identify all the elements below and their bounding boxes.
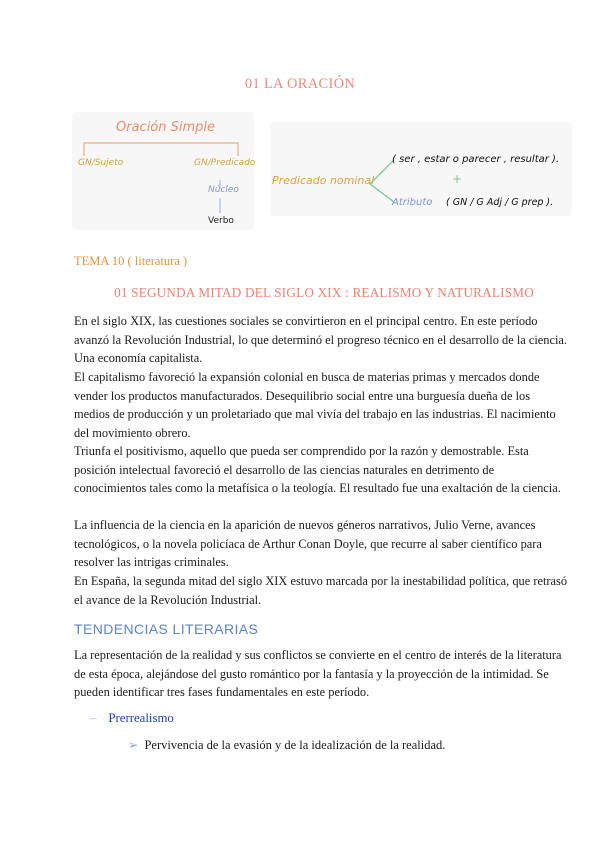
plus-sign: + <box>452 172 463 186</box>
paragraph-4: La influencia de la ciencia en la aparición de nuevos géneros narrativos, Julio Verne, avances tecnológicos, o la novela policíaca de Arthur Conan Doyle, que recurre al saber científico para resolver las intrigas criminales. <box>74 518 542 570</box>
section-title: 01 SEGUNDA MITAD DEL SIGLO XIX : REALISMO Y NATURALISMO <box>114 285 534 300</box>
tema-heading: TEMA 10 ( literatura ) <box>74 254 188 268</box>
diagram-verbo-label: Verbo <box>208 216 234 226</box>
paragraph-3: Triunfa el positivismo, aquello que pueda ser comprendido por la razón y demostrable. Esta posición intelectual favoreció el desarrollo de las ciencias naturales en detrimento de conocimientos tales como la metafísica o la teología. El resultado fue una exaltación de la ciencia. <box>74 444 561 496</box>
predicado-nominal-label: Predicado nominal <box>272 174 375 187</box>
predicado-nominal-diagram <box>270 122 572 216</box>
tendencias-paragraph: La representación de la realidad y sus conflictos se convierte en el centro de interés de la literatura de esta época, alejándose del gusto romántico por la fantasía y la proyección de la intimidad. Se pueden identificar tres fases fundamentales en este período. <box>74 648 562 700</box>
subbullet-label: Pervivencia de la evasión y de la idealización de la realidad. <box>144 738 446 752</box>
oracion-simple-diagram <box>72 112 254 230</box>
subbullet-pervivencia <box>128 737 445 753</box>
diagram-nucleo-label: Núcleo <box>208 185 239 195</box>
copulative-verbs-label: ( ser , estar o parecer , resultar ). <box>392 154 560 165</box>
tendencias-heading: TENDENCIAS LITERARIAS <box>74 621 259 637</box>
bullet-label: Prerrealismo <box>108 711 174 725</box>
dash-bullet-icon: – <box>90 711 97 725</box>
bullet-prerrealismo <box>90 711 174 726</box>
paragraph-5: En España, la segunda mitad del siglo XIX estuvo marcada por la inestabilidad política, que retrasó el avance de la Revolución Industrial. <box>74 574 568 607</box>
paragraph-1: En el siglo XIX, las cuestiones sociales se convirtieron en el principal centro. En este período avanzó la Revolución Industrial, lo que determinó el progreso técnico en el desarrollo de la ciencia. Una economía capitalista. <box>74 314 568 366</box>
diagram-root-label: Oración Simple <box>116 120 216 135</box>
paragraph-2: El capitalismo favoreció la expansión colonial en busca de materias primas y mercados donde vender los productos manufacturados. Desequilibrio social entre una burguesía dueña de los medios de producción y un proletariado que mal vivía del trabajo en las industrias. El nacimiento del movimiento obrero. <box>74 370 556 440</box>
atributo-label: Atributo <box>392 197 433 208</box>
diagram-sujeto-label: GN/Sujeto <box>78 158 124 168</box>
diagram-predicado-label: GN/Predicado <box>194 158 256 168</box>
arrow-bullet-icon: ➢ <box>128 738 139 752</box>
page-title: 01 LA ORACIÓN <box>244 76 356 92</box>
atributo-types-label: ( GN / G Adj / G prep ). <box>446 197 554 208</box>
